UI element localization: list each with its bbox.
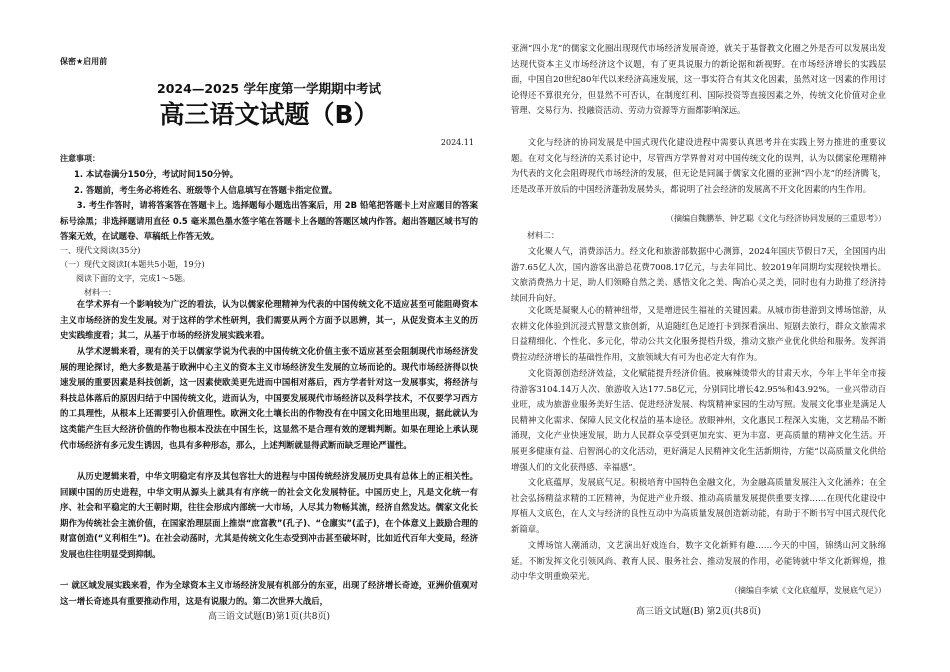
paragraph: 文博场馆人潮涌动，文艺演出好戏连台，数字文化新鲜有趣……今天的中国，锦绣山河文脉绵延。不断发挥文化引领风尚、教育人民、服务社会、推动发展的作用，必能铸就中华文化新辉煌，推动中华文明重焕荣光。 — [511, 540, 886, 582]
notice-item: 2. 答题前，考生务必将姓名、班级等个人信息填写在答题卡指定位置。 — [74, 185, 338, 195]
paragraph: 文化与经济的协同发展是中国式现代化建设进程中需要认真思考并在实践上努力推进的重要议题。在对文化与经济的关系讨论中，尽管西方学界曾对对中国传统文化的误判，认为以儒家伦理精神为代表的文化会阻碍现代市场经济的发展，但无论是同属于儒家文化圈的亚洲“四小龙”的经济腾飞，还是改革开放后的中国经济蓬勃发展势头，都说明了社会经济的发展离不开文化因素的内生作用。 — [511, 137, 886, 194]
page-title: 高三语文试题（B） — [159, 100, 379, 129]
paragraph: 文化聚人气，消费添活力。经文化和旅游部数据中心测算，2024年国庆节假日7天，全国国内出游7.65亿人次，国内游客出游总花费7008.17亿元，与去年同比、较2019年同期均实现较快增长。文旅消费热力十足，助人们领略自然之美、感悟文化之美、陶冶心灵之美，同时也有力助推了经济持续回升向好。 — [511, 246, 886, 303]
notice-heading: 注意事项： — [60, 154, 100, 163]
paragraph: 从学术逻辑来看，现有的关于以儒家学说为代表的中国传统文化价值主张不适应甚至会阻制现代市场经济发展的理论探讨，绝大多数是基于欧洲中心主义的资本主义市场经济发生发展的立场而论的。现代市场经济得以快速发展的重要因素是科技创新，这一因素使欧美更先进而中国相对落后，西方学者针对这一发展事实，将经济与科技总体落后的原因归结于中国传统文化，进而认为，中国要发展现代市场经济以及科学技术，不仅要学习西方的工具理性，从根本上还需要引入价值理性。欧洲文化土壤长出的作物没有在中国文化田地里出现，据此就认为这类能产生巨大经济价值的作物也根本没法在中国生长，这显然不是合理有效的逻辑判断。如果在理论上承认现代市场经济有多元发生诱因，也具有多种形态，那么，上述判断就显得武断而缺乏理论严谨性。 — [60, 346, 478, 450]
material-label: 材料二： — [527, 231, 559, 240]
paragraph: 亚洲“四小龙”的儒家文化圈出现现代市场经济发展奇迹，就关于基督教文化圈之外是否可以发展出发达现代资本主义市场经济这个议题，有了更具说服力的新论据和新视野。在市场经济增长的实践层面，中国自20世纪80年代以来经济高速发展，这一事实符合有其文化因素，虽然对这一因素的作用讨论得还不算很充分，但显然不可否认，在制度红利、国际投资等直接因素之外，传统文化价值对企业管理、交易行为、投融资活动、劳动力资源等方面都影响深远。 — [511, 43, 886, 116]
paragraph: 一 就区域发展实践来看，作为全球资本主义市场经济发展有机部分的东亚，出现了经济增长奇迹，亚洲价值观对这一增长奇迹具有重要推动作用，这是有说服力的。第二次世界大战后， — [60, 580, 478, 606]
paragraph: 文化资源创造经济效益，文化赋能提升经济价值。被麻辣烫带火的甘肃天水，今年上半年全市接待游客3104.14万人次、旅游收入达177.58亿元，分别同比增长42.95%和43.92%。一业兴带动百业旺，成为旅游业服务美好生活、促进经济发展、构筑精神家园的生动写照。发展文化事业是满足人民精神文化需求、保障人民文化权益的基本途径。放眼神州，文化惠民工程深入实施，文艺精品不断涌现，文化产业快速发展，助力人民群众享受到更加充实、更为丰富、更高质量的精神文化生活。开展更多健康有益、启智润心的文化活动，更好满足人民精神文化生活新期待，方能“以高质量文化供给增强人们的文化获得感、幸福感”。 — [511, 368, 886, 472]
instruction: 阅读下面的文字，完成1～5题。 — [76, 274, 191, 283]
exam-date: 2024.11 — [440, 138, 474, 147]
paragraph: 文化既是凝聚人心的精神纽带，又是增进民生福祉的关键因素。从城市街巷游到文博场馆游，从农耕文化体验到沉浸式智慧文旅创新，从追随红色足迹打卡到探看演出、短剧去旅行，群众文旅需求日益精细化、个性化、多元化，带动公共文化服务提档升级，推动文旅产业优化供给和服务。发挥消费拉动经济增长的基础性作用，文旅领域大有可为也必定大有作为。 — [511, 305, 886, 362]
subsection-heading: （一）现代文阅读Ⅰ(本题共5小题，19分) — [60, 260, 205, 269]
confidential-label: 保密★启用前 — [60, 57, 108, 66]
source-citation: （摘编自魏鹏举、钟艺聪《文化与经济协同发展的三重思考》） — [666, 214, 886, 223]
left-page — [60, 0, 478, 672]
paragraph: 文化底蕴厚，发展底气足。积极培育中国特色金融文化，为金融高质量发展注入文化涵养；在全社会弘扬精益求精的工匠精神，为促进产业升级、推动高质量发展提供重要支撑……在现代化建设中厚植人文底色，在人文与经济的良性互动中为高质量发展创造新动能，有助于不断书写中国式现代化新篇章。 — [511, 477, 886, 534]
material-label: 材料一： — [84, 288, 116, 297]
exam-term: 2024—2025 学年度第一学期期中考试 — [157, 81, 381, 96]
right-page — [511, 0, 886, 672]
source-citation: （摘编自李斌《文化底蕴厚，发展底气足》） — [730, 586, 886, 595]
notice-item: 1. 本试卷满分150分，考试时间150分钟。 — [74, 169, 239, 179]
page-footer: 高三语文试题(B)第1页(共8页) — [207, 612, 331, 622]
paragraph: 从历史逻辑来看，中华文明稳定有序及其包容壮大的进程与中国传统经济发展历史具有总体上的正相关性。回顾中国的历史进程，中华文明从源头上就具有有序统一的社会文化发展特征。中国历史上，凡是文化统一有序、社会和平稳定的大王朝时期，往往会形成内部统一大市场，人尽其力物畅其流，经济自然发达。儒家文化长期作为传统社会主流价值，在国家治理层面上推崇“庶富教”(孔子)、“仓廪实”(孟子)，在个体意义上鼓励合理的财富创造(“义利相生”)。在社会动荡时，尤其是传统文化生态受到冲击甚至破坏时，比如近代百年大变局，经济发展也往往明显受到抑制。 — [60, 471, 478, 559]
paragraph: 在学术界有一个影响较为广泛的看法，认为以儒家伦理精神为代表的中国传统文化不适应甚至可能阻碍资本主义市场经济的发生发展。对于这样的学术性研判，我们需要从两个方面予以思辨，其一，从促发资本主义的历史实践维度看；其二，从基于市场的经济发展实践来看。 — [60, 299, 478, 341]
notice-item: 3. 考生作答时，请将答案答在答题卡上。选择题每小题选出答案后，用 2B 铅笔把答题卡上对应题目的答案标号涂黑；非选择题请用直径 0.5 毫米黑色墨水签字笔在答题卡上各题的答题区域内作答。超出答题区域书写的答案无效，在试题卷、草稿纸上作答无效。 — [60, 200, 478, 242]
section-heading: 一、现代文阅读(35分) — [60, 246, 141, 255]
page-footer: 高三语文试题(B) 第2页(共8页) — [636, 607, 761, 617]
